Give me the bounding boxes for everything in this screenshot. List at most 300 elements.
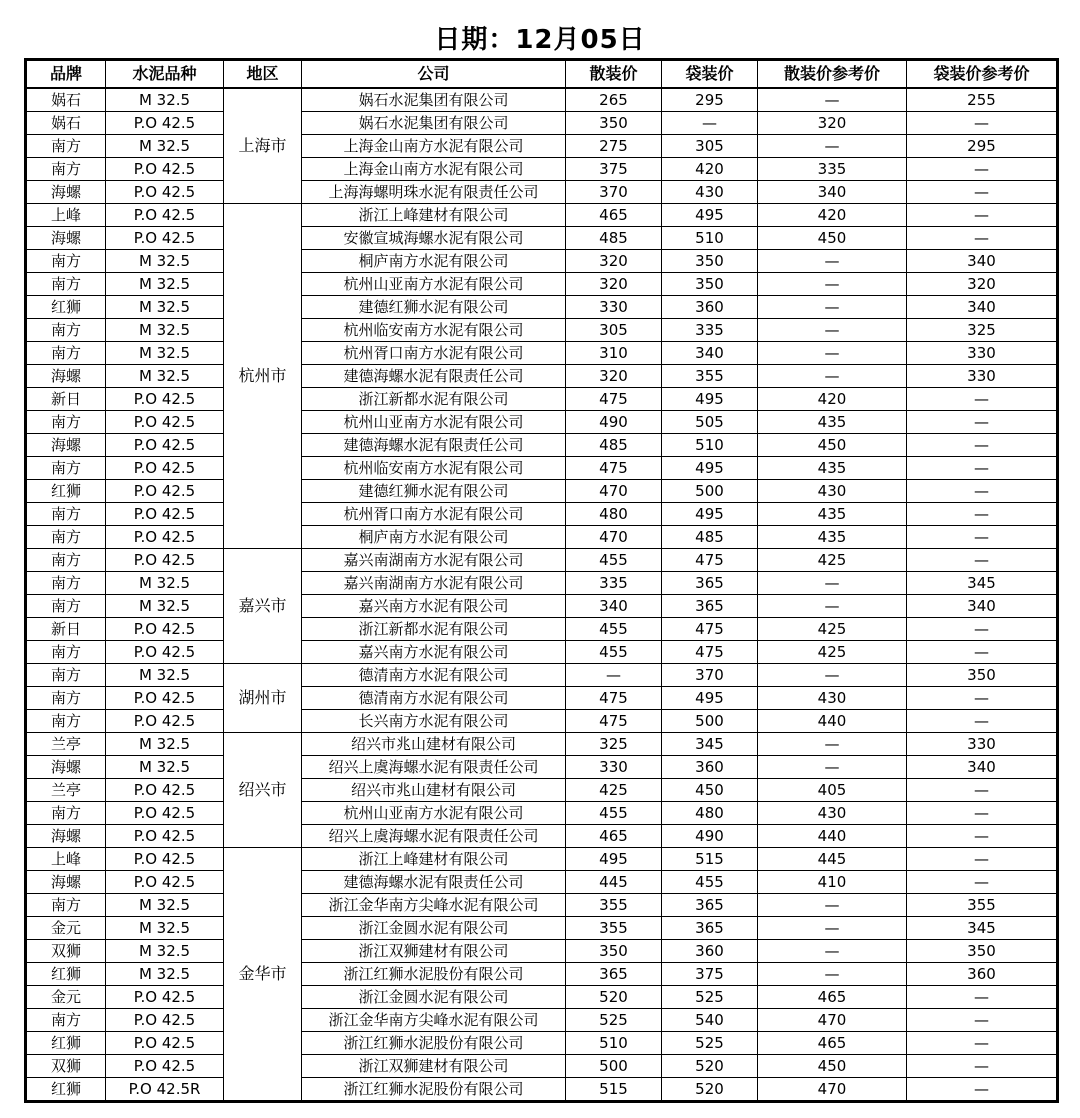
brand-cell: 海螺 — [26, 825, 106, 848]
bag-ref-price-cell: — — [907, 526, 1058, 549]
header-bulk-ref-price: 散装价参考价 — [758, 60, 907, 89]
bulk-price-cell: 310 — [566, 342, 662, 365]
bag-price-cell: 495 — [662, 388, 758, 411]
bulk-ref-price-cell: — — [758, 595, 907, 618]
table-row — [26, 549, 1058, 572]
bag-ref-price-cell: — — [907, 802, 1058, 825]
bulk-price-cell: 425 — [566, 779, 662, 802]
table-row — [26, 411, 1058, 434]
bag-price-cell: 495 — [662, 687, 758, 710]
bulk-price-cell: 370 — [566, 181, 662, 204]
bag-ref-price-cell: 340 — [907, 250, 1058, 273]
cement-type-cell: P.O 42.5 — [106, 388, 224, 411]
bulk-ref-price-cell: 470 — [758, 1009, 907, 1032]
table-row — [26, 664, 1058, 687]
table-row — [26, 1055, 1058, 1078]
bag-price-cell: 365 — [662, 917, 758, 940]
cement-type-cell: P.O 42.5 — [106, 480, 224, 503]
bag-price-cell: 515 — [662, 848, 758, 871]
bag-ref-price-cell: — — [907, 871, 1058, 894]
bulk-price-cell: 470 — [566, 480, 662, 503]
cement-type-cell: P.O 42.5 — [106, 181, 224, 204]
bag-price-cell: 335 — [662, 319, 758, 342]
brand-cell: 金元 — [26, 917, 106, 940]
brand-cell: 南方 — [26, 526, 106, 549]
cement-type-cell: P.O 42.5 — [106, 411, 224, 434]
brand-cell: 娲石 — [26, 88, 106, 112]
header-bag-price: 袋装价 — [662, 60, 758, 89]
company-cell: 杭州山亚南方水泥有限公司 — [302, 273, 566, 296]
cement-type-cell: M 32.5 — [106, 319, 224, 342]
company-cell: 上海海螺明珠水泥有限责任公司 — [302, 181, 566, 204]
cement-type-cell: M 32.5 — [106, 664, 224, 687]
brand-cell: 南方 — [26, 457, 106, 480]
bulk-ref-price-cell: — — [758, 894, 907, 917]
company-cell: 建德红狮水泥有限公司 — [302, 480, 566, 503]
bulk-price-cell: 350 — [566, 940, 662, 963]
table-row — [26, 825, 1058, 848]
bulk-ref-price-cell: 420 — [758, 204, 907, 227]
table-row — [26, 526, 1058, 549]
bulk-ref-price-cell: 465 — [758, 986, 907, 1009]
bag-price-cell: 365 — [662, 595, 758, 618]
cement-type-cell: M 32.5 — [106, 963, 224, 986]
bag-price-cell: 305 — [662, 135, 758, 158]
cement-type-cell: M 32.5 — [106, 342, 224, 365]
bag-ref-price-cell: — — [907, 457, 1058, 480]
brand-cell: 新日 — [26, 618, 106, 641]
bag-price-cell: 360 — [662, 756, 758, 779]
bag-ref-price-cell: — — [907, 204, 1058, 227]
bulk-price-cell: — — [566, 664, 662, 687]
bulk-ref-price-cell: — — [758, 296, 907, 319]
bulk-ref-price-cell: 435 — [758, 457, 907, 480]
cement-type-cell: P.O 42.5 — [106, 112, 224, 135]
bulk-ref-price-cell: 440 — [758, 825, 907, 848]
brand-cell: 南方 — [26, 641, 106, 664]
bag-price-cell: 500 — [662, 480, 758, 503]
bulk-ref-price-cell: 465 — [758, 1032, 907, 1055]
bag-ref-price-cell: — — [907, 986, 1058, 1009]
brand-cell: 南方 — [26, 273, 106, 296]
bag-ref-price-cell: — — [907, 825, 1058, 848]
brand-cell: 南方 — [26, 135, 106, 158]
bulk-ref-price-cell: — — [758, 273, 907, 296]
header-bag-ref-price: 袋装价参考价 — [907, 60, 1058, 89]
bag-price-cell: 475 — [662, 641, 758, 664]
brand-cell: 上峰 — [26, 204, 106, 227]
bulk-price-cell: 355 — [566, 894, 662, 917]
company-cell: 浙江新都水泥有限公司 — [302, 618, 566, 641]
bulk-price-cell: 355 — [566, 917, 662, 940]
header-bulk-price: 散装价 — [566, 60, 662, 89]
cement-type-cell: P.O 42.5 — [106, 1032, 224, 1055]
brand-cell: 海螺 — [26, 434, 106, 457]
brand-cell: 兰亭 — [26, 733, 106, 756]
bag-ref-price-cell: 345 — [907, 917, 1058, 940]
bag-price-cell: 350 — [662, 250, 758, 273]
bag-ref-price-cell: — — [907, 710, 1058, 733]
table-row — [26, 756, 1058, 779]
company-cell: 安徽宣城海螺水泥有限公司 — [302, 227, 566, 250]
bag-ref-price-cell: 345 — [907, 572, 1058, 595]
company-cell: 浙江新都水泥有限公司 — [302, 388, 566, 411]
bag-price-cell: 525 — [662, 1032, 758, 1055]
cement-type-cell: M 32.5 — [106, 733, 224, 756]
brand-cell: 南方 — [26, 411, 106, 434]
region-cell: 湖州市 — [224, 664, 302, 733]
bulk-price-cell: 475 — [566, 710, 662, 733]
cement-type-cell: M 32.5 — [106, 595, 224, 618]
bag-price-cell: 365 — [662, 572, 758, 595]
company-cell: 德清南方水泥有限公司 — [302, 687, 566, 710]
bag-ref-price-cell: 255 — [907, 88, 1058, 112]
brand-cell: 双狮 — [26, 940, 106, 963]
table-row — [26, 733, 1058, 756]
cement-type-cell: P.O 42.5 — [106, 434, 224, 457]
bulk-price-cell: 455 — [566, 802, 662, 825]
bag-price-cell: 500 — [662, 710, 758, 733]
brand-cell: 红狮 — [26, 1078, 106, 1102]
bag-price-cell: 495 — [662, 503, 758, 526]
bulk-ref-price-cell: — — [758, 917, 907, 940]
brand-cell: 南方 — [26, 687, 106, 710]
cement-type-cell: M 32.5 — [106, 894, 224, 917]
company-cell: 建德海螺水泥有限责任公司 — [302, 365, 566, 388]
bag-ref-price-cell: — — [907, 1032, 1058, 1055]
bag-price-cell: 525 — [662, 986, 758, 1009]
bulk-ref-price-cell: — — [758, 365, 907, 388]
bulk-ref-price-cell: — — [758, 250, 907, 273]
bulk-ref-price-cell: 425 — [758, 618, 907, 641]
company-cell: 浙江金圆水泥有限公司 — [302, 986, 566, 1009]
bag-ref-price-cell: — — [907, 549, 1058, 572]
page-title: 日期：12月05日 — [434, 25, 646, 55]
bulk-price-cell: 475 — [566, 388, 662, 411]
cement-type-cell: M 32.5 — [106, 756, 224, 779]
bulk-price-cell: 335 — [566, 572, 662, 595]
bulk-price-cell: 515 — [566, 1078, 662, 1102]
company-cell: 德清南方水泥有限公司 — [302, 664, 566, 687]
company-cell: 娲石水泥集团有限公司 — [302, 112, 566, 135]
bulk-ref-price-cell: 450 — [758, 227, 907, 250]
bulk-price-cell: 325 — [566, 733, 662, 756]
cement-type-cell: M 32.5 — [106, 88, 224, 112]
cement-type-cell: P.O 42.5 — [106, 503, 224, 526]
cement-type-cell: P.O 42.5 — [106, 871, 224, 894]
table-row — [26, 963, 1058, 986]
header-company: 公司 — [302, 60, 566, 89]
brand-cell: 海螺 — [26, 756, 106, 779]
company-cell: 绍兴市兆山建材有限公司 — [302, 779, 566, 802]
header-brand: 品牌 — [26, 60, 106, 89]
cement-type-cell: M 32.5 — [106, 917, 224, 940]
table-row — [26, 88, 1058, 112]
brand-cell: 南方 — [26, 342, 106, 365]
company-cell: 上海金山南方水泥有限公司 — [302, 135, 566, 158]
bag-price-cell: 420 — [662, 158, 758, 181]
cement-type-cell: P.O 42.5 — [106, 779, 224, 802]
bulk-ref-price-cell: 320 — [758, 112, 907, 135]
bulk-ref-price-cell: 445 — [758, 848, 907, 871]
brand-cell: 南方 — [26, 572, 106, 595]
company-cell: 长兴南方水泥有限公司 — [302, 710, 566, 733]
table-row — [26, 342, 1058, 365]
bag-price-cell: 375 — [662, 963, 758, 986]
bag-price-cell: 370 — [662, 664, 758, 687]
bulk-ref-price-cell: 470 — [758, 1078, 907, 1102]
bulk-price-cell: 330 — [566, 756, 662, 779]
cement-type-cell: P.O 42.5 — [106, 227, 224, 250]
brand-cell: 南方 — [26, 503, 106, 526]
bulk-ref-price-cell: — — [758, 733, 907, 756]
company-cell: 建德海螺水泥有限责任公司 — [302, 871, 566, 894]
table-row — [26, 480, 1058, 503]
cement-type-cell: P.O 42.5R — [106, 1078, 224, 1102]
bulk-price-cell: 475 — [566, 457, 662, 480]
bag-price-cell: 510 — [662, 227, 758, 250]
region-cell: 金华市 — [224, 848, 302, 1102]
bag-price-cell: 295 — [662, 88, 758, 112]
brand-cell: 南方 — [26, 595, 106, 618]
company-cell: 上海金山南方水泥有限公司 — [302, 158, 566, 181]
bag-ref-price-cell: — — [907, 480, 1058, 503]
bulk-ref-price-cell: — — [758, 88, 907, 112]
cement-type-cell: M 32.5 — [106, 365, 224, 388]
company-cell: 杭州山亚南方水泥有限公司 — [302, 802, 566, 825]
bulk-price-cell: 455 — [566, 549, 662, 572]
bulk-price-cell: 375 — [566, 158, 662, 181]
bag-price-cell: — — [662, 112, 758, 135]
bag-ref-price-cell: 355 — [907, 894, 1058, 917]
bag-price-cell: 475 — [662, 549, 758, 572]
bag-ref-price-cell: 295 — [907, 135, 1058, 158]
company-cell: 浙江上峰建材有限公司 — [302, 204, 566, 227]
company-cell: 嘉兴南方水泥有限公司 — [302, 641, 566, 664]
table-row — [26, 848, 1058, 871]
cement-type-cell: P.O 42.5 — [106, 986, 224, 1009]
cement-type-cell: P.O 42.5 — [106, 1055, 224, 1078]
bulk-price-cell: 480 — [566, 503, 662, 526]
company-cell: 建德红狮水泥有限公司 — [302, 296, 566, 319]
cement-type-cell: P.O 42.5 — [106, 825, 224, 848]
company-cell: 嘉兴南方水泥有限公司 — [302, 595, 566, 618]
table-row — [26, 618, 1058, 641]
region-cell: 嘉兴市 — [224, 549, 302, 664]
bulk-ref-price-cell: — — [758, 342, 907, 365]
bulk-ref-price-cell: 440 — [758, 710, 907, 733]
region-cell: 绍兴市 — [224, 733, 302, 848]
brand-cell: 娲石 — [26, 112, 106, 135]
company-cell: 浙江双狮建材有限公司 — [302, 1055, 566, 1078]
brand-cell: 海螺 — [26, 227, 106, 250]
bag-ref-price-cell: — — [907, 411, 1058, 434]
company-cell: 绍兴市兆山建材有限公司 — [302, 733, 566, 756]
bag-price-cell: 340 — [662, 342, 758, 365]
brand-cell: 南方 — [26, 802, 106, 825]
bag-ref-price-cell: 320 — [907, 273, 1058, 296]
brand-cell: 兰亭 — [26, 779, 106, 802]
bag-ref-price-cell: 325 — [907, 319, 1058, 342]
bulk-ref-price-cell: 420 — [758, 388, 907, 411]
table-row — [26, 1009, 1058, 1032]
cement-type-cell: P.O 42.5 — [106, 641, 224, 664]
bag-price-cell: 450 — [662, 779, 758, 802]
cement-type-cell: M 32.5 — [106, 135, 224, 158]
brand-cell: 上峰 — [26, 848, 106, 871]
brand-cell: 红狮 — [26, 963, 106, 986]
bulk-price-cell: 500 — [566, 1055, 662, 1078]
bulk-price-cell: 445 — [566, 871, 662, 894]
cement-type-cell: M 32.5 — [106, 250, 224, 273]
table-row — [26, 986, 1058, 1009]
bulk-price-cell: 320 — [566, 365, 662, 388]
company-cell: 杭州临安南方水泥有限公司 — [302, 319, 566, 342]
bag-ref-price-cell: 330 — [907, 342, 1058, 365]
bulk-price-cell: 275 — [566, 135, 662, 158]
bulk-ref-price-cell: 425 — [758, 549, 907, 572]
table-row — [26, 1032, 1058, 1055]
bulk-ref-price-cell: — — [758, 572, 907, 595]
table-row — [26, 158, 1058, 181]
bag-ref-price-cell: — — [907, 1055, 1058, 1078]
bulk-price-cell: 350 — [566, 112, 662, 135]
table-row — [26, 641, 1058, 664]
bag-ref-price-cell: 350 — [907, 664, 1058, 687]
brand-cell: 新日 — [26, 388, 106, 411]
bulk-price-cell: 330 — [566, 296, 662, 319]
cement-type-cell: P.O 42.5 — [106, 848, 224, 871]
brand-cell: 南方 — [26, 549, 106, 572]
bulk-ref-price-cell: 410 — [758, 871, 907, 894]
table-row — [26, 802, 1058, 825]
cement-type-cell: M 32.5 — [106, 273, 224, 296]
bag-ref-price-cell: — — [907, 434, 1058, 457]
bag-price-cell: 480 — [662, 802, 758, 825]
bag-ref-price-cell: — — [907, 1078, 1058, 1102]
bulk-price-cell: 520 — [566, 986, 662, 1009]
bulk-ref-price-cell: — — [758, 963, 907, 986]
cement-type-cell: P.O 42.5 — [106, 204, 224, 227]
bag-price-cell: 430 — [662, 181, 758, 204]
bag-ref-price-cell: — — [907, 227, 1058, 250]
bag-ref-price-cell: — — [907, 848, 1058, 871]
bag-price-cell: 345 — [662, 733, 758, 756]
bulk-price-cell: 455 — [566, 618, 662, 641]
bulk-price-cell: 470 — [566, 526, 662, 549]
bag-price-cell: 485 — [662, 526, 758, 549]
cement-type-cell: P.O 42.5 — [106, 158, 224, 181]
company-cell: 浙江双狮建材有限公司 — [302, 940, 566, 963]
bag-ref-price-cell: — — [907, 181, 1058, 204]
bag-price-cell: 520 — [662, 1055, 758, 1078]
table-row — [26, 710, 1058, 733]
company-cell: 嘉兴南湖南方水泥有限公司 — [302, 572, 566, 595]
bulk-ref-price-cell: 450 — [758, 434, 907, 457]
cement-type-cell: P.O 42.5 — [106, 549, 224, 572]
table-row — [26, 871, 1058, 894]
header-region: 地区 — [224, 60, 302, 89]
table-row — [26, 388, 1058, 411]
company-cell: 嘉兴南湖南方水泥有限公司 — [302, 549, 566, 572]
region-cell: 杭州市 — [224, 204, 302, 549]
bulk-ref-price-cell: 340 — [758, 181, 907, 204]
cement-type-cell: P.O 42.5 — [106, 526, 224, 549]
bag-ref-price-cell: 340 — [907, 595, 1058, 618]
bulk-price-cell: 510 — [566, 1032, 662, 1055]
bag-price-cell: 475 — [662, 618, 758, 641]
bag-ref-price-cell: — — [907, 1009, 1058, 1032]
bulk-price-cell: 305 — [566, 319, 662, 342]
bulk-ref-price-cell: 435 — [758, 503, 907, 526]
brand-cell: 南方 — [26, 894, 106, 917]
brand-cell: 南方 — [26, 710, 106, 733]
bag-ref-price-cell: 340 — [907, 756, 1058, 779]
bulk-ref-price-cell: — — [758, 664, 907, 687]
table-row — [26, 319, 1058, 342]
bulk-ref-price-cell: 425 — [758, 641, 907, 664]
bulk-price-cell: 475 — [566, 687, 662, 710]
bag-ref-price-cell: — — [907, 779, 1058, 802]
bulk-ref-price-cell: 430 — [758, 687, 907, 710]
table-row — [26, 135, 1058, 158]
bulk-price-cell: 320 — [566, 250, 662, 273]
bag-ref-price-cell: — — [907, 503, 1058, 526]
cement-type-cell: P.O 42.5 — [106, 710, 224, 733]
brand-cell: 双狮 — [26, 1055, 106, 1078]
bulk-ref-price-cell: 405 — [758, 779, 907, 802]
bulk-price-cell: 490 — [566, 411, 662, 434]
brand-cell: 南方 — [26, 158, 106, 181]
company-cell: 杭州胥口南方水泥有限公司 — [302, 342, 566, 365]
bag-price-cell: 540 — [662, 1009, 758, 1032]
cement-type-cell: M 32.5 — [106, 572, 224, 595]
bulk-price-cell: 365 — [566, 963, 662, 986]
cement-type-cell: P.O 42.5 — [106, 802, 224, 825]
bulk-ref-price-cell: — — [758, 319, 907, 342]
table-header-row — [26, 60, 1058, 89]
table-row — [26, 1078, 1058, 1102]
header-cement-type: 水泥品种 — [106, 60, 224, 89]
bag-ref-price-cell: — — [907, 158, 1058, 181]
table-row — [26, 204, 1058, 227]
bulk-price-cell: 525 — [566, 1009, 662, 1032]
table-row — [26, 273, 1058, 296]
brand-cell: 红狮 — [26, 480, 106, 503]
bulk-price-cell: 465 — [566, 825, 662, 848]
bulk-ref-price-cell: — — [758, 940, 907, 963]
table-row — [26, 457, 1058, 480]
bulk-ref-price-cell: 450 — [758, 1055, 907, 1078]
table-row — [26, 917, 1058, 940]
bag-price-cell: 495 — [662, 457, 758, 480]
table-row — [26, 434, 1058, 457]
company-cell: 浙江上峰建材有限公司 — [302, 848, 566, 871]
brand-cell: 南方 — [26, 664, 106, 687]
brand-cell: 海螺 — [26, 871, 106, 894]
table-row — [26, 503, 1058, 526]
table-row — [26, 779, 1058, 802]
company-cell: 浙江金华南方尖峰水泥有限公司 — [302, 1009, 566, 1032]
table-row — [26, 572, 1058, 595]
bag-price-cell: 490 — [662, 825, 758, 848]
brand-cell: 红狮 — [26, 296, 106, 319]
company-cell: 绍兴上虞海螺水泥有限责任公司 — [302, 756, 566, 779]
company-cell: 杭州胥口南方水泥有限公司 — [302, 503, 566, 526]
table-row — [26, 181, 1058, 204]
bulk-ref-price-cell: 430 — [758, 480, 907, 503]
company-cell: 桐庐南方水泥有限公司 — [302, 526, 566, 549]
